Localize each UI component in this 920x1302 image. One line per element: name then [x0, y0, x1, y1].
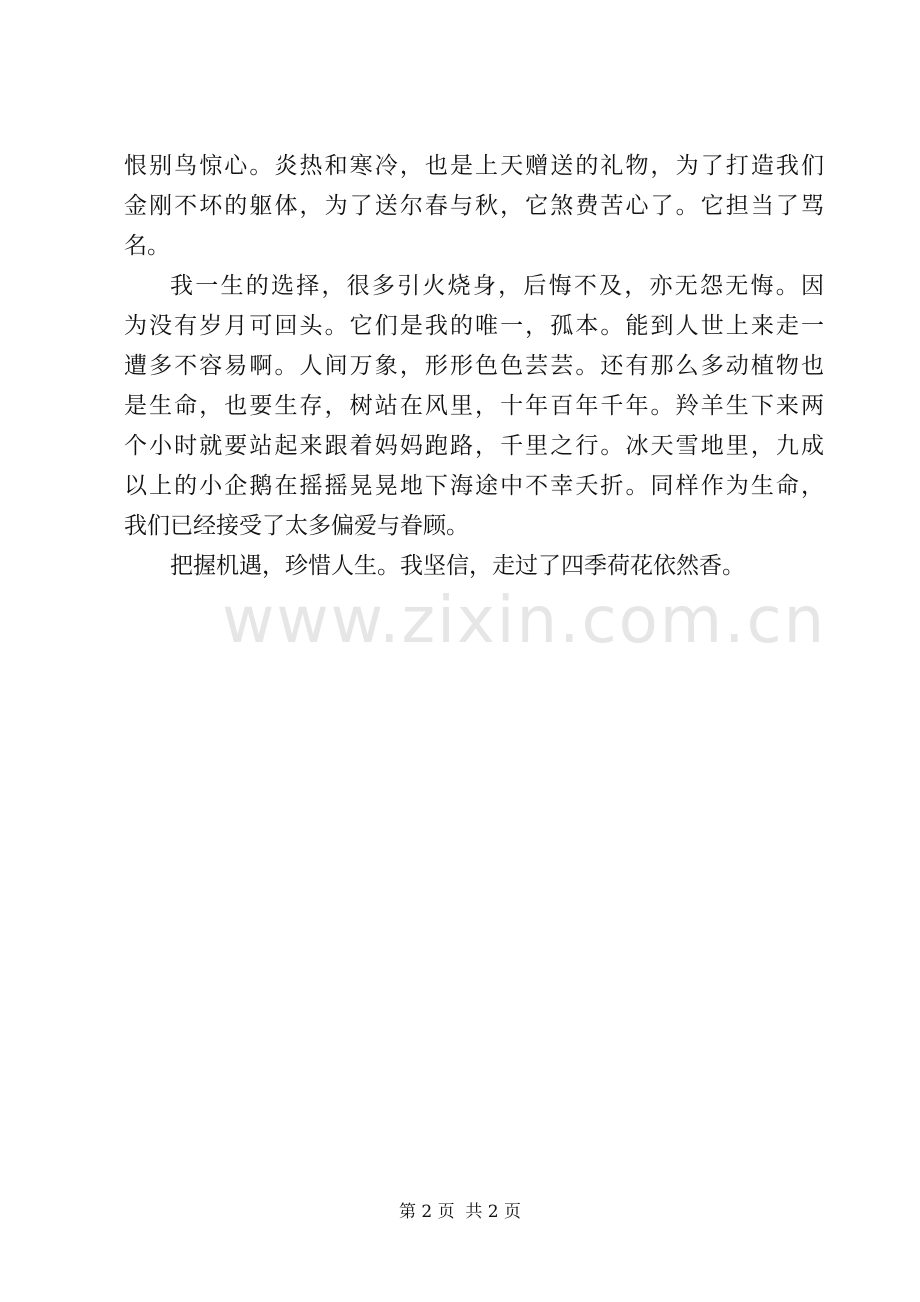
text-line: 金刚不坏的躯体，为了送尔春与秋，它煞费苦心了。它担当了骂	[124, 193, 824, 219]
text-line: 名。	[124, 233, 170, 259]
page-footer: 第 2 页 共 2 页	[398, 1202, 522, 1222]
text-line: 以上的小企鹅在摇摇晃晃地下海途中不幸夭折。同样作为生命，	[124, 473, 824, 499]
text-line: 恨别鸟惊心。炎热和寒冷，也是上天赠送的礼物，为了打造我们	[124, 153, 824, 179]
text-line: 我一生的选择，很多引火烧身，后悔不及，亦无怨无悔。因	[170, 273, 824, 299]
text-line: 个小时就要站起来跟着妈妈跑路，千里之行。冰天雪地里，九成	[124, 433, 824, 459]
text-line: 我们已经接受了太多偏爱与眷顾。	[124, 513, 469, 539]
text-line: 是生命，也要生存，树站在风里，十年百年千年。羚羊生下来两	[124, 393, 824, 419]
text-line: 为没有岁月可回头。它们是我的唯一，孤本。能到人世上来走一	[124, 313, 824, 339]
text-line: 把握机遇，珍惜人生。我坚信，走过了四季荷花依然香。	[170, 553, 745, 579]
document-body	[124, 146, 824, 586]
watermark: www.zixin.com.cn	[222, 584, 827, 658]
text-line: 遭多不容易啊。人间万象，形形色色芸芸。还有那么多动植物也	[124, 353, 824, 379]
